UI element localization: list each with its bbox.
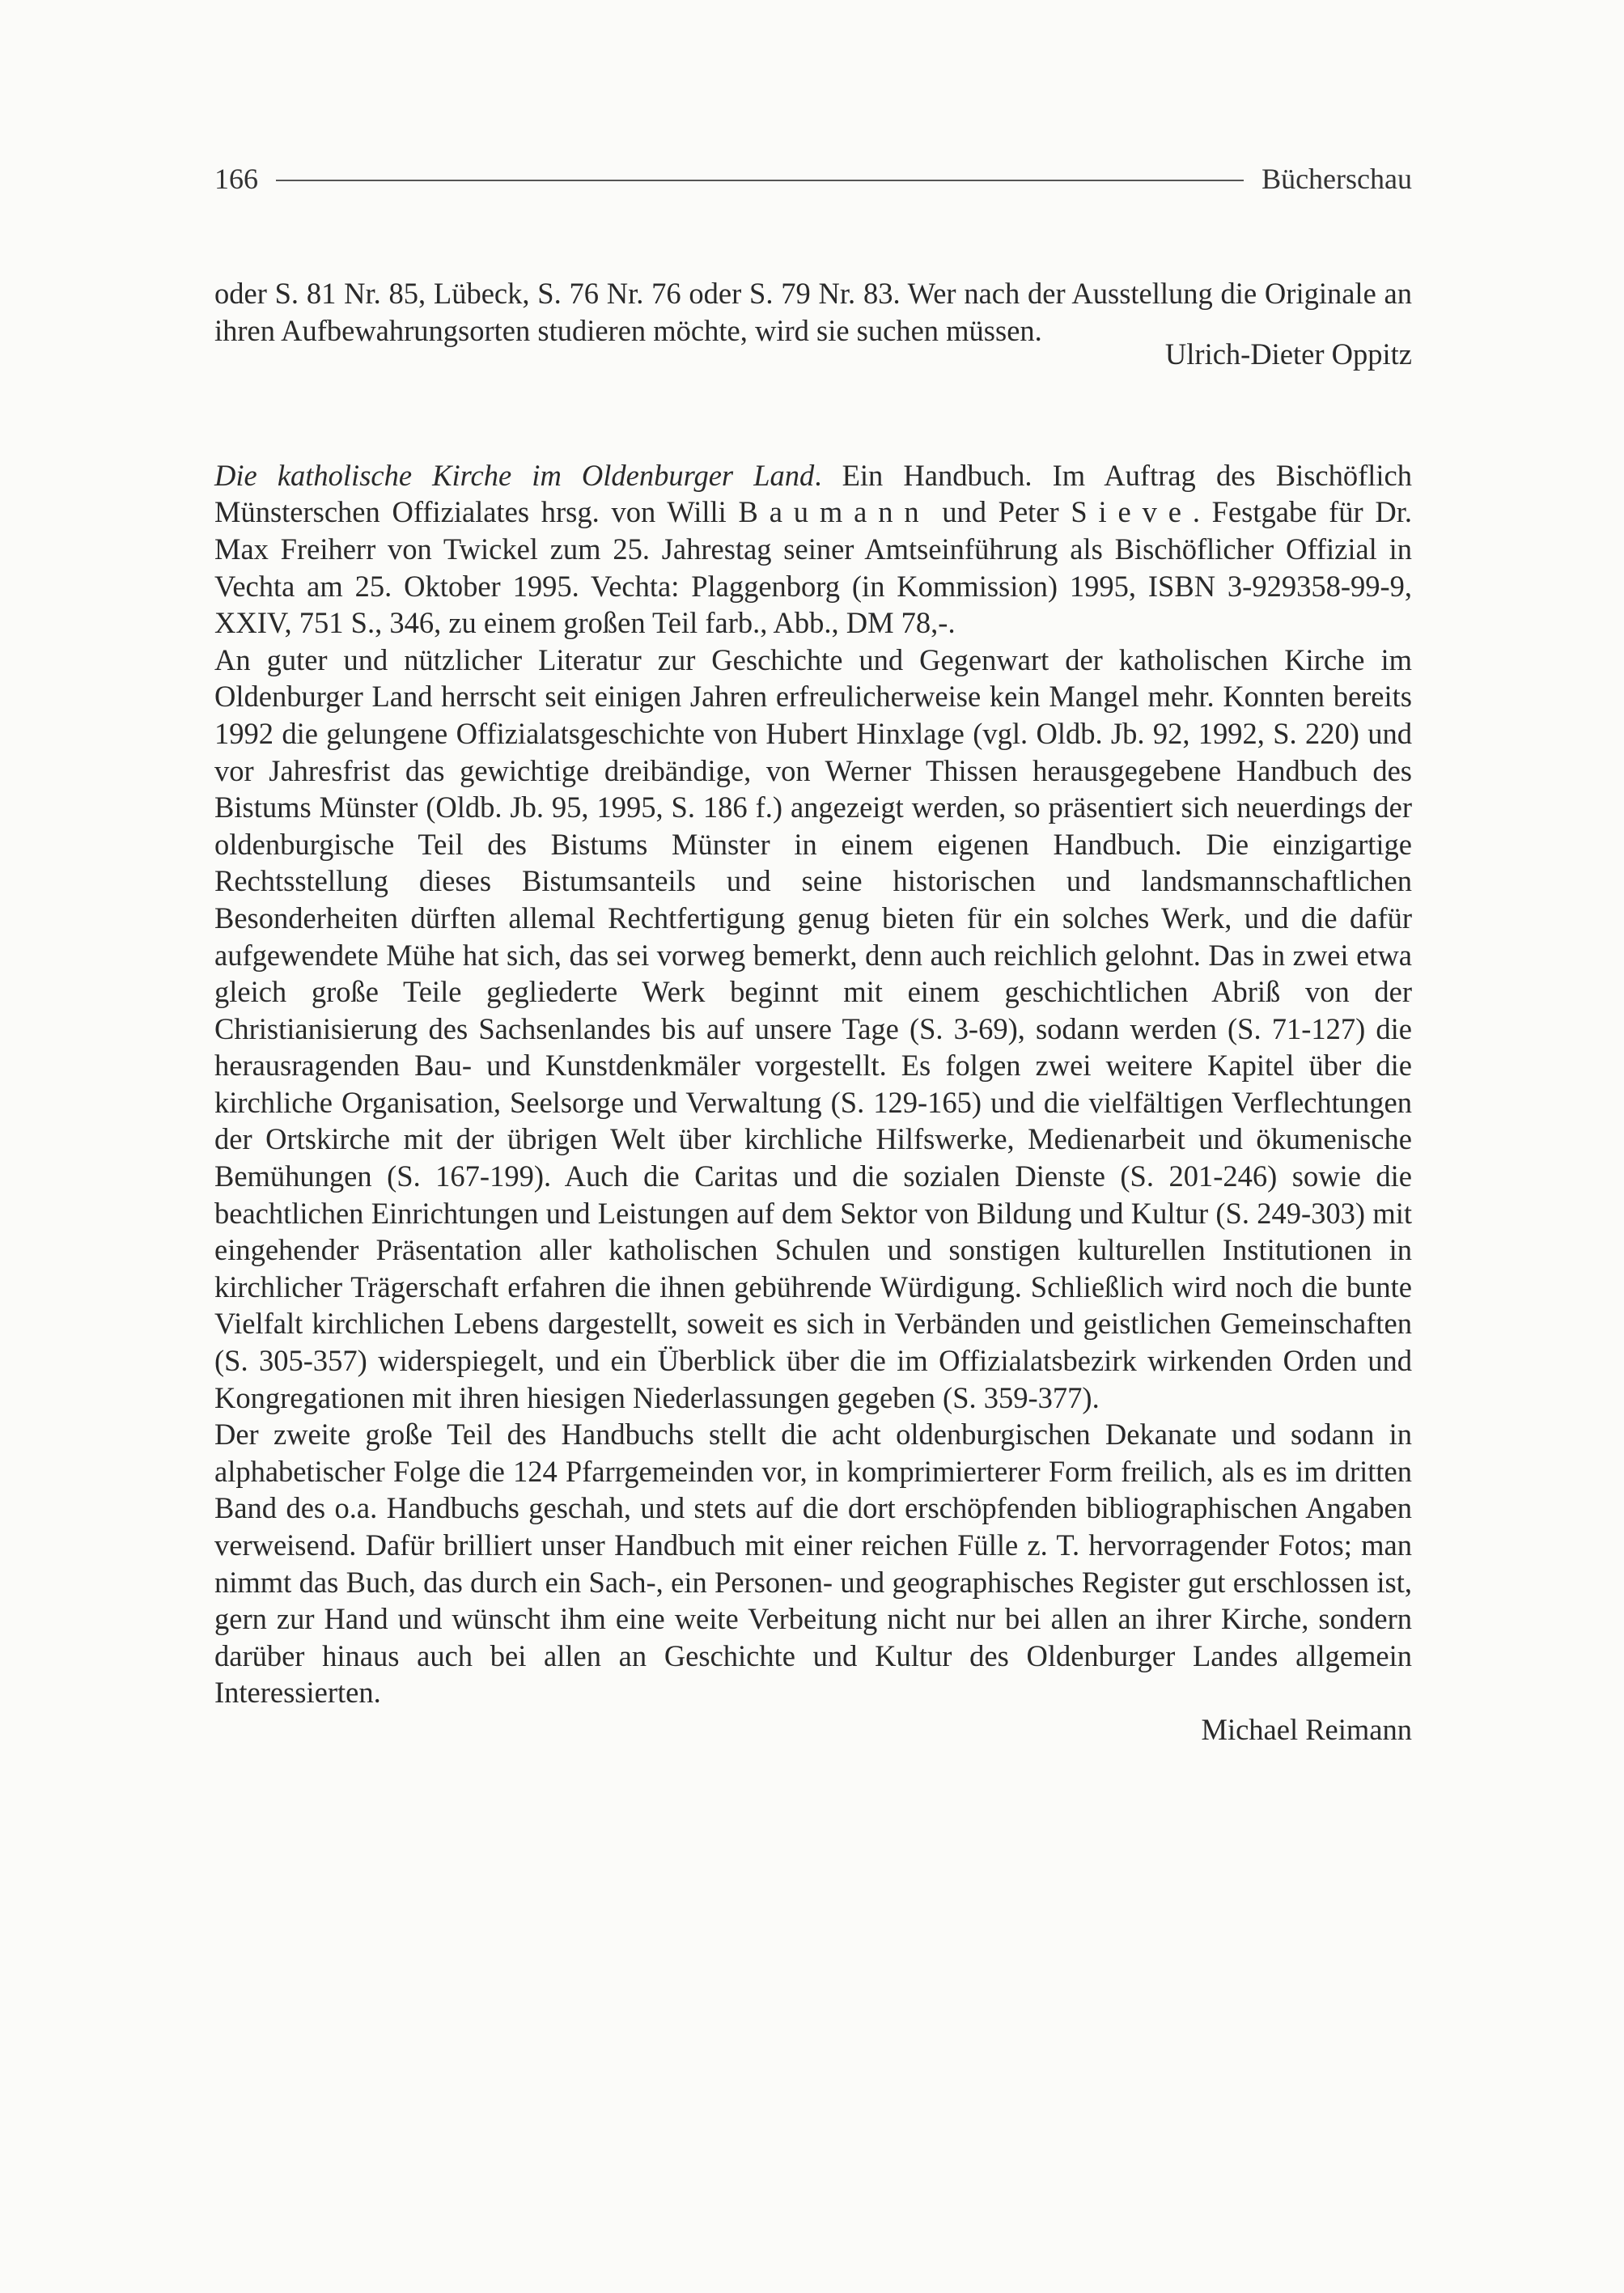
editor1-surname: Baumann [738, 495, 931, 529]
citation-part3: . Festgabe für Dr. Max Freiherr von Twickel zum 25. Jahrestag seiner Amtseinführung als Bischöflicher Offizial in Vechta am 25. Oktober 1995. Vechta: Plaggenborg (in Kommission) 1995, ISBN 3-929358-99-9, XXIV, 751 S., 346, zu einem großen Teil farb., Abb., DM 78,-. [214, 495, 1413, 640]
document-body [214, 275, 1412, 1748]
header-rule [276, 180, 1244, 181]
review1-closing-text: oder S. 81 Nr. 85, Lübeck, S. 76 Nr. 76 oder S. 79 Nr. 83. Wer nach der Ausstellung die Originale an ihren Aufbewahrungsorten studieren möchte, wird sie suchen müssen. [214, 277, 1412, 347]
review2-paragraph1: An guter und nützlicher Literatur zur Geschichte und Gegenwart der katholischen Kirche im Oldenburger Land herrscht seit einigen Jahren erfreulicherweise kein Mangel mehr. Konnten bereits 1992 die gelungene Offizialatsgeschichte von Hubert Hinxlage (vgl. Oldb. Jb. 92, 1992, S. 220) und vor Jahresfrist das gewichtige dreibändige, von Werner Thissen herausgegebene Handbuch des Bistums Münster (Oldb. Jb. 95, 1995, S. 186 f.) angezeigt werden, so präsentiert sich neuerdings der oldenburgische Teil des Bistums Münster in einem eigenen Handbuch. Die einzigartige Rechtsstellung dieses Bistumsanteils und seine historischen und landsmannschaftlichen Besonderheiten dürften allemal Rechtfertigung genug bieten für ein solches Werk, und die dafür aufgewendete Mühe hat sich, das sei vorweg bemerkt, denn auch reichlich gelohnt. Das in zwei etwa gleich große Teile gegliederte Werk beginnt mit einem geschichtlichen Abriß von der Christianisierung des Sachsenlandes bis auf unsere Tage (S. 3-69), sodann werden (S. 71-127) die herausragenden Bau- und Kunstdenkmäler vorgestellt. Es folgen zwei weitere Kapitel über die kirchliche Organisation, Seelsorge und Verwaltung (S. 129-165) und die vielfältigen Verflechtungen der Ortskirche mit der übrigen Welt über kirchliche Hilfswerke, Medienarbeit und ökumenische Bemühungen (S. 167-199). Auch die Caritas und die sozialen Dienste (S. 201-246) sowie die beachtlichen Einrichtungen und Leistungen auf dem Sektor von Bildung und Kultur (S. 249-303) mit eingehender Präsentation aller katholischen Schulen und sonstigen kulturellen Institutionen in kirchlicher Trägerschaft erfahren die ihnen gebührende Würdigung. Schließlich wird noch die bunte Vielfalt kirchlichen Lebens dargestellt, soweit es sich in Verbänden und geistlichen Gemeinschaften (S. 305-357) widerspiegelt, und ein Überblick über die im Offizialatsbezirk wirkenden Orden und Kongregationen mit ihren hiesigen Niederlassungen gegeben (S. 359-377). [214, 642, 1412, 1414]
document-page [214, 162, 1412, 1748]
editor2-surname: Sieve [1071, 495, 1193, 529]
review2-citation [214, 457, 1412, 642]
book-title: Die katholische Kirche im Oldenburger Land [214, 458, 815, 492]
review2-paragraph2: Der zweite große Teil des Handbuchs stellt die acht oldenburgischen Dekanate und sodann in alphabetischer Folge die 124 Pfarrgemeinden vor, in komprimierterer Form freilich, als es im dritten Band des o.a. Handbuchs geschah, und stets auf die dort erschöpfenden bibliographischen Angaben verweisend. Dafür brilliert unser Handbuch mit einer reichen Fülle z. T. hervorragender Fotos; man nimmt das Buch, das durch ein Sach-, ein Personen- und geographisches Register gut erschlossen ist, gern zur Hand und wünscht ihm eine weite Verbeitung nicht nur bei allen an ihrer Kirche, sondern darüber hinaus auch bei allen an Geschichte und Kultur des Oldenburger Landes allgemein Interessierten. [214, 1418, 1412, 1710]
citation-part2: und Peter [930, 495, 1071, 529]
review2-author: Michael Reimann [1201, 1712, 1412, 1746]
citation-part1: . Ein Handbuch. Im Auftrag des Bischöflich Münsterschen Offizialates hrsg. von Willi [214, 458, 1413, 529]
review-separator [214, 373, 1412, 457]
section-title: Bücherschau [1261, 163, 1412, 195]
page-number: 166 [214, 163, 258, 195]
review1-author: Ulrich-Dieter Oppitz [1164, 337, 1412, 371]
running-header [214, 162, 1412, 196]
